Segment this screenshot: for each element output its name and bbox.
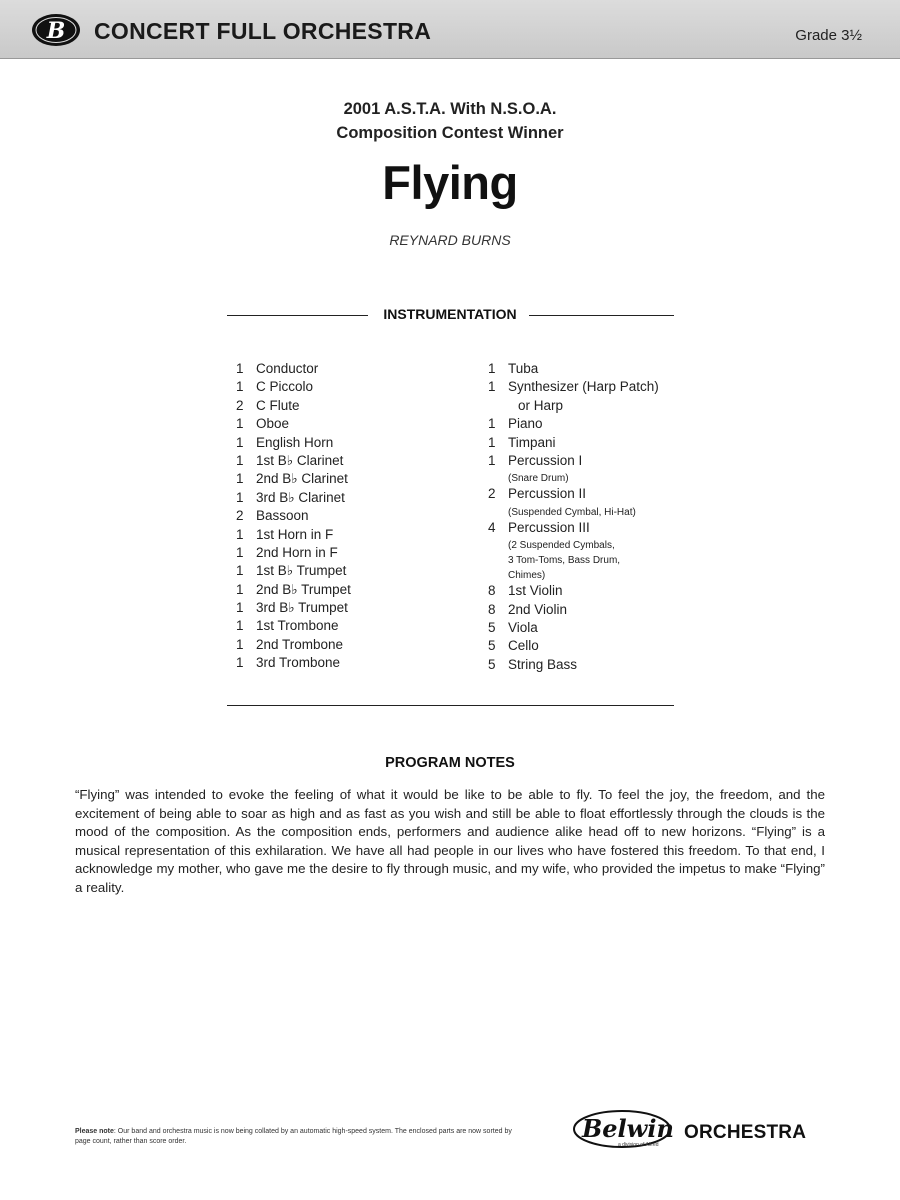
instrument-name: 1st Violin bbox=[508, 583, 563, 599]
instrument-quantity: 2 bbox=[488, 486, 496, 502]
instrument-quantity: 1 bbox=[236, 526, 244, 542]
instrument-name: C Piccolo bbox=[256, 379, 314, 395]
instrument-name: Tuba bbox=[508, 361, 539, 376]
instrument-name: Chimes) bbox=[508, 570, 546, 582]
instrument-name: Cello bbox=[508, 638, 539, 654]
instrument-name: Percussion III bbox=[508, 519, 590, 535]
instrument-name: (Snare Drum) bbox=[508, 473, 569, 485]
brand-suffix: ORCHESTRA bbox=[684, 1122, 807, 1143]
instrument-quantity: 1 bbox=[236, 544, 244, 560]
piece-title: Flying bbox=[382, 156, 518, 209]
series-title: CONCERT FULL ORCHESTRA bbox=[94, 18, 432, 44]
instrument-quantity: 1 bbox=[488, 416, 496, 432]
instrument-name: 1st B♭ Trumpet bbox=[256, 563, 347, 579]
header-bar bbox=[0, 0, 900, 59]
instrument-name: Piano bbox=[508, 416, 543, 432]
instrument-name: 2nd Trombone bbox=[256, 636, 344, 652]
instrument-quantity: 1 bbox=[236, 434, 244, 450]
instrument-name: Conductor bbox=[256, 361, 319, 376]
instrument-quantity: 1 bbox=[236, 600, 244, 616]
composer-name: REYNARD BURNS bbox=[389, 232, 511, 248]
instrument-name: (2 Suspended Cymbals, bbox=[508, 540, 615, 552]
instrument-name: or Harp bbox=[518, 397, 564, 413]
instrument-name: Percussion I bbox=[508, 452, 583, 468]
instrumentation-heading: INSTRUMENTATION bbox=[383, 306, 517, 322]
svg-text:B: B bbox=[46, 18, 66, 44]
instrument-quantity: 2 bbox=[236, 508, 244, 524]
program-notes-text: “Flying” was intended to evoke the feeling of what it would be like to be able to fly. To feel the joy, the freedom, and the excitement of being able to soar as high and as fast as you wish and still be able to float effortlessly through the clouds is the mood of the composition. As the composition ends, performers and audience alike head off to new horizons. “Flying” is a musical representation of this exhilaration. We have all had people in our lives who have fostered this freedom. To that end, I acknowledge my mother, who gave me the desire to fly through music, and my wife, who provided the impetus to make “Flying” a reality. bbox=[75, 787, 825, 895]
instrument-quantity: 5 bbox=[488, 656, 496, 672]
instrument-name: 2nd Violin bbox=[508, 601, 568, 617]
instrument-name: Timpani bbox=[508, 434, 556, 450]
instrument-quantity: 1 bbox=[236, 581, 244, 597]
note-text: : Our band and orchestra music is now being collated by an automatic high-speed system. The enclosed parts are now sorted by page count, rather than score order. bbox=[75, 1128, 512, 1145]
divider-right bbox=[529, 315, 674, 316]
instrument-quantity: 1 bbox=[488, 434, 496, 450]
instrument-name: 3rd B♭ Clarinet bbox=[256, 489, 345, 505]
instrument-name: Viola bbox=[508, 619, 538, 635]
instrument-quantity: 1 bbox=[236, 636, 244, 652]
instrument-name: String Bass bbox=[508, 656, 578, 672]
instrument-name: Bassoon bbox=[256, 508, 309, 524]
instrument-quantity: 1 bbox=[236, 563, 244, 579]
instrument-quantity: 8 bbox=[488, 583, 496, 599]
instrument-quantity: 1 bbox=[236, 416, 244, 432]
contest-line-2: Composition Contest Winner bbox=[336, 124, 564, 142]
instrument-quantity: 1 bbox=[236, 655, 244, 671]
instrument-quantity: 2 bbox=[236, 397, 244, 413]
instrument-name: Synthesizer (Harp Patch) bbox=[508, 379, 659, 395]
instrument-quantity: 5 bbox=[488, 619, 496, 635]
program-notes-heading: PROGRAM NOTES bbox=[385, 755, 515, 771]
instrument-quantity: 1 bbox=[236, 618, 244, 634]
instrument-name: (Suspended Cymbal, Hi-Hat) bbox=[508, 506, 636, 518]
brand-division: a division of Alfred bbox=[618, 1142, 659, 1148]
instrument-quantity: 1 bbox=[236, 361, 244, 376]
instrument-name: 2nd B♭ Clarinet bbox=[256, 471, 348, 487]
instrument-quantity: 5 bbox=[488, 638, 496, 654]
instrument-name: 3 Tom-Toms, Bass Drum, bbox=[508, 555, 621, 567]
instrument-name: 1st Horn in F bbox=[256, 526, 334, 542]
instrument-quantity: 1 bbox=[236, 379, 244, 395]
divider-bottom bbox=[227, 705, 674, 706]
instrument-name: C Flute bbox=[256, 397, 300, 413]
collation-note bbox=[75, 1127, 515, 1147]
instrument-name: Percussion II bbox=[508, 486, 587, 502]
note-label: Please note bbox=[75, 1128, 114, 1135]
instrument-name: 2nd B♭ Trumpet bbox=[256, 581, 351, 597]
contest-line-1: 2001 A.S.T.A. With N.S.O.A. bbox=[343, 100, 557, 118]
belwin-orchestra-logo bbox=[572, 1108, 832, 1158]
instrument-quantity: 8 bbox=[488, 601, 496, 617]
instrument-name: 1st Trombone bbox=[256, 618, 339, 634]
instrument-name: English Horn bbox=[256, 434, 334, 450]
instrument-quantity: 1 bbox=[488, 452, 496, 468]
instrument-name: Oboe bbox=[256, 416, 290, 432]
instrument-name: 3rd Trombone bbox=[256, 655, 341, 671]
instrument-name: 1st B♭ Clarinet bbox=[256, 452, 344, 468]
instrument-quantity: 4 bbox=[488, 519, 496, 535]
instrument-name: 3rd B♭ Trumpet bbox=[256, 600, 348, 616]
instrument-name: 2nd Horn in F bbox=[256, 544, 338, 560]
belwin-b-logo-icon bbox=[30, 11, 82, 49]
instrument-quantity: 1 bbox=[236, 452, 244, 468]
instrument-quantity: 1 bbox=[488, 361, 496, 376]
instrument-quantity: 1 bbox=[236, 471, 244, 487]
grade-label: Grade 3½ bbox=[795, 27, 862, 44]
instrument-quantity: 1 bbox=[488, 379, 496, 395]
brand-name: Belwin bbox=[582, 1114, 674, 1143]
instrument-quantity: 1 bbox=[236, 489, 244, 505]
